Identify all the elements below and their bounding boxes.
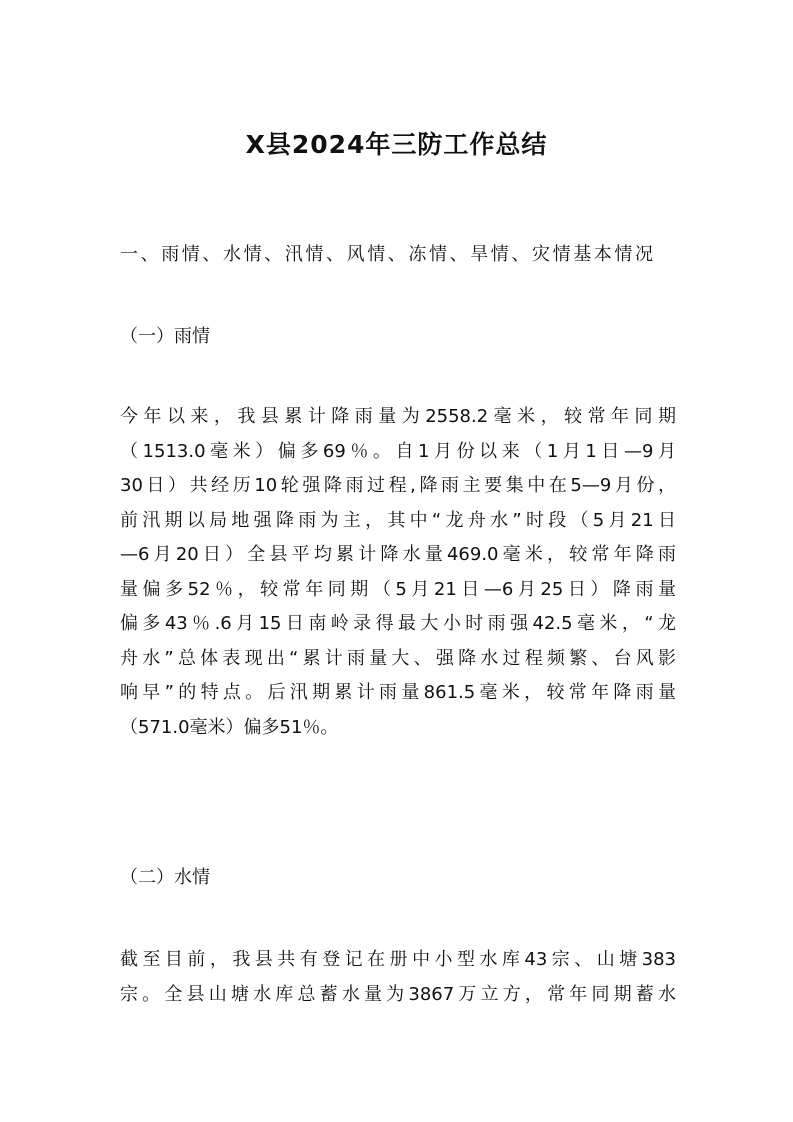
paragraph-line: 宗。全县山塘水库总蓄水量为3867万立方，常年同期蓄水: [120, 983, 676, 1005]
paragraph-line: 今年以来，我县累计降雨量为2558.2毫米，较常年同期: [120, 406, 676, 427]
paragraph-line: （571.0毫米）偏多51％。: [120, 716, 339, 738]
document-title: X县2024年三防工作总结: [245, 130, 548, 159]
paragraph-line: 30日）共经历10轮强降雨过程,降雨主要集中在5—9月份，: [120, 475, 676, 496]
paragraph-line: （1513.0毫米）偏多69％。自1月份以来（1月1日—9月: [120, 440, 676, 462]
paragraph-line: 前汛期以局地强降雨为主，其中“龙舟水”时段（5月21日: [120, 509, 676, 531]
paragraph-line: —6月20日）全县平均累计降水量469.0毫米，较常年降雨: [120, 544, 676, 565]
rain-paragraph: [120, 400, 676, 745]
subsection-heading-water: （二）水情: [120, 867, 210, 888]
paragraph-line: 舟水”总体表现出“累计雨量大、强降水过程频繁、台风影: [120, 647, 676, 669]
paragraph-line: 量偏多52％，较常年同期（5月21日—6月25日）降雨量: [120, 578, 676, 600]
subsection-heading-rain: （一）雨情: [120, 326, 210, 347]
water-paragraph: [120, 943, 676, 1012]
paragraph-line: 偏多43％.6月15日南岭录得最大小时雨强42.5毫米，“龙: [120, 613, 676, 634]
section-heading: 一、雨情、水情、汛情、风情、冻情、旱情、灾情基本情况: [120, 244, 656, 265]
paragraph-line: 截至目前，我县共有登记在册中小型水库43宗、山塘383: [120, 949, 676, 970]
paragraph-line: 响早”的特点。后汛期累计雨量861.5毫米，较常年降雨量: [120, 682, 676, 703]
